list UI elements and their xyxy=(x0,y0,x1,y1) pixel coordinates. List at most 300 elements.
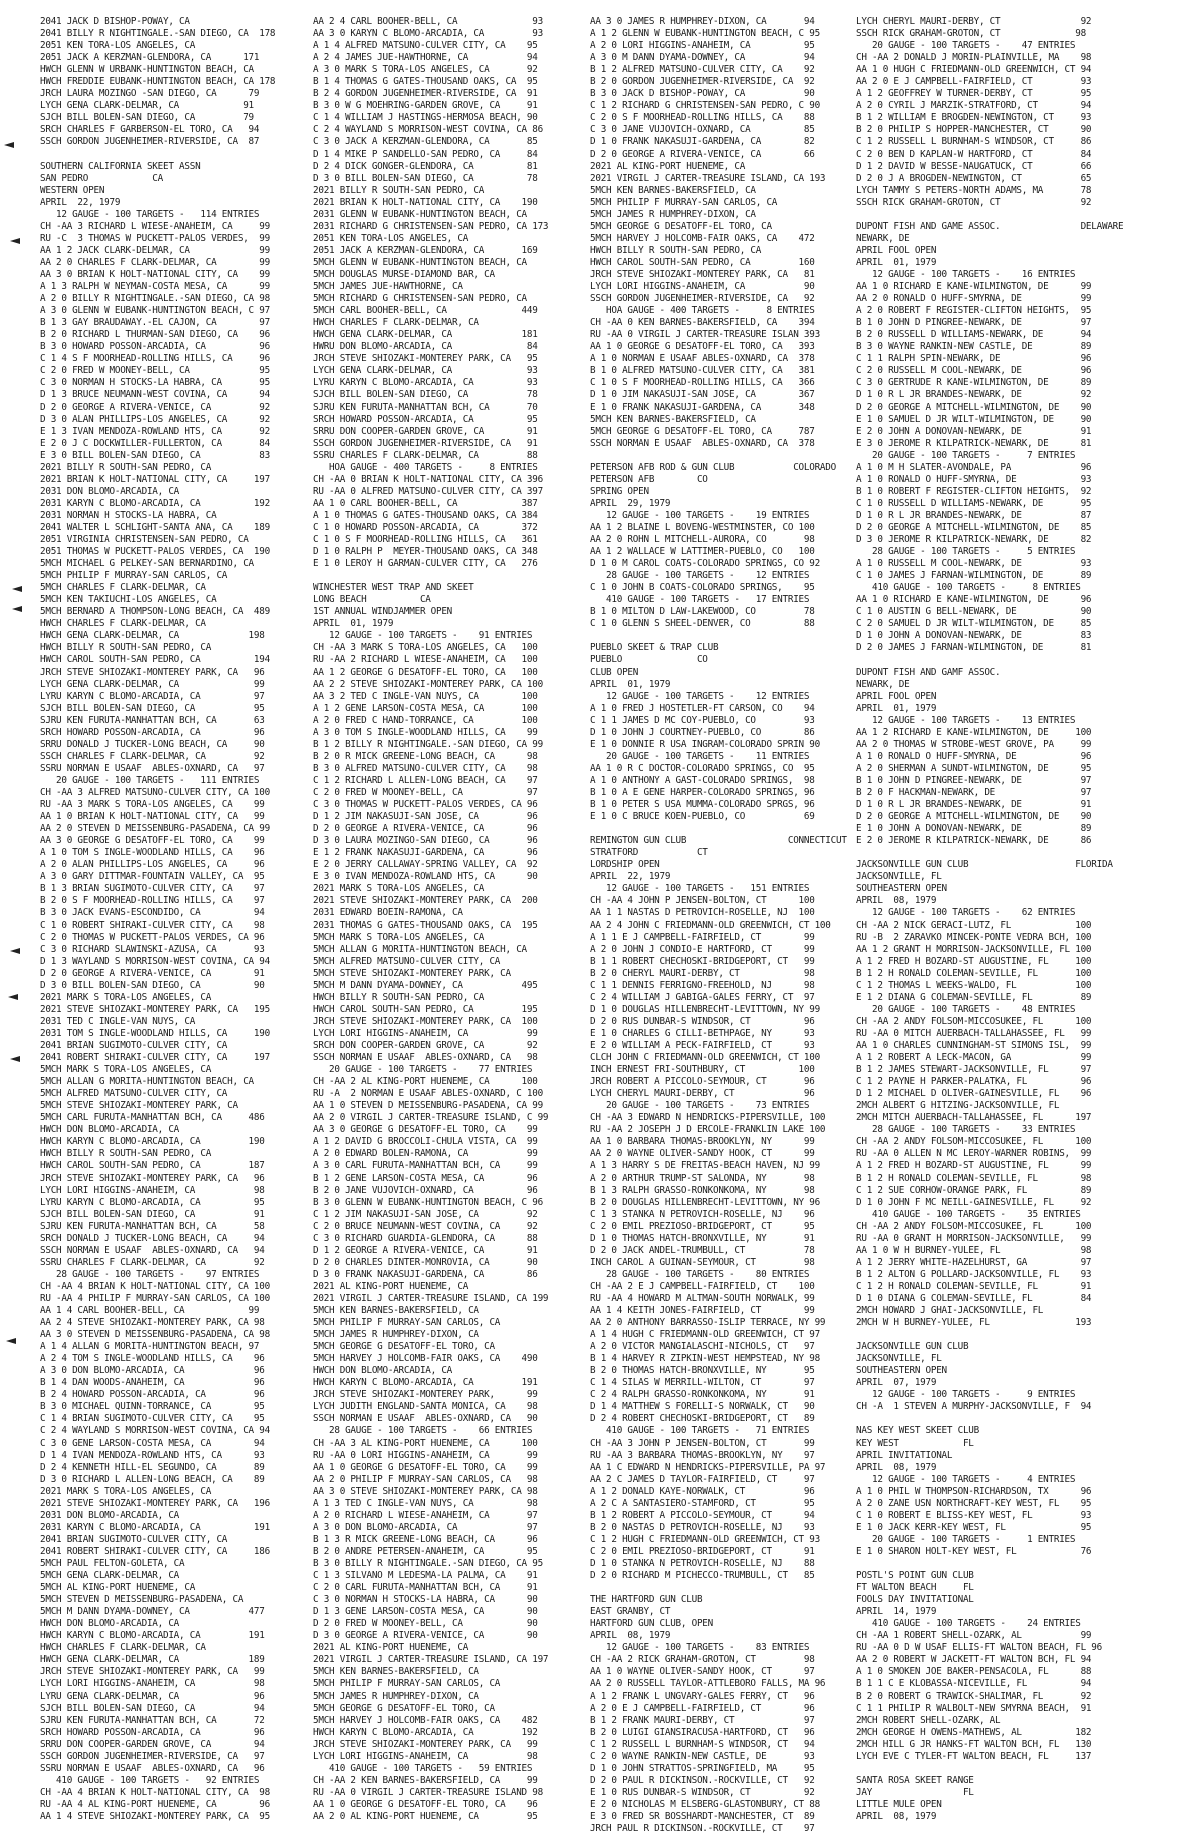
result-line: A 2 0 SHERMAN A SUNDT-WILMINGTON, DE 95 xyxy=(856,762,1092,774)
result-line: 410 GAUGE - 100 TARGETS - 59 ENTRIES xyxy=(313,1762,533,1774)
result-line: E 1 0 C BRUCE KOEN-PUEBLO, CO 69 xyxy=(590,811,815,823)
result-line: B 1 0 MILTON D LAW-LAKEWOOD, CO 78 xyxy=(590,606,815,618)
result-line: AA 1 0 CARL BOOHER-BELL, CA 387 xyxy=(313,497,538,509)
result-line: 12 GAUGE - 100 TARGETS - 19 ENTRIES xyxy=(590,509,810,521)
result-line: B 1 0 ROBERT F REGISTER-CLIFTON HEIGHTS, 92 xyxy=(856,485,1092,497)
result-line: 5MCH JAMES R HUMPHREY-DIXON, CA xyxy=(590,208,756,220)
result-line: A 2 0 BILLY R NIGHTINGALE.-SAN DIEGO, CA 98 xyxy=(40,293,270,305)
result-line: AA 2 0 ANTHONY BARRASSO-ISLIP TERRACE, NY 99 xyxy=(590,1317,826,1329)
result-line: 20 GAUGE - 100 TARGETS - 73 ENTRIES xyxy=(590,1100,810,1112)
result-line: 410 GAUGE - 100 TARGETS - 71 ENTRIES xyxy=(590,1425,810,1437)
result-line: D 1 0 RALPH P MEYER-THOUSAND OAKS, CA 348 xyxy=(313,546,538,558)
result-line: 20 GAUGE - 100 TARGETS - 1 ENTRIES xyxy=(856,1533,1076,1545)
result-line: LYCH GENA CLARK-DELMAR, CA 93 xyxy=(313,365,538,377)
result-line: 2041 BRIAN SUGIMOTO-CULVER CITY, CA xyxy=(40,1039,228,1051)
result-line: AA 3 0 STEVEN D MEISSENBURG-PASADENA, CA 98 xyxy=(40,1329,270,1341)
result-line xyxy=(590,823,852,835)
result-line: SJCH BILL BOLEN-SAN DIEGO, CA 79 xyxy=(40,112,254,124)
result-line: B 2 0 R MICK GREENE-LONG BEACH, CA 98 xyxy=(313,750,538,762)
result-line: AA 2 4 JOHN C FRIEDMANN-OLD GREENWICH, CT 100 xyxy=(590,919,831,931)
result-line: A 3 0 DON BLOMO-ARCADIA, CA 97 xyxy=(313,1521,538,1533)
result-line: 5MCH CARL FURUTA-MANHATTAN BCH, CA 486 xyxy=(40,1112,265,1124)
result-line: 2041 ROBERT SHIRAKI-CULVER CITY, CA 197 xyxy=(40,1052,270,1064)
result-line: AA 1 0 WAYNE OLIVER-SANDY HOOK, CT 97 xyxy=(590,1666,815,1678)
result-line: EAST GRANBY, CT xyxy=(590,1606,671,1618)
result-line: 2021 AL KING-PORT HUENEME, CA xyxy=(313,1642,469,1654)
result-line: B 2 4 GORDON JUGENHEIMER-RIVERSIDE, CA 91 xyxy=(313,88,538,100)
result-line: AA 1 2 GRANT H MORRISON-JACKSONVILLE, FL 100 xyxy=(856,943,1092,955)
result-line: CH -AA 4 JOHN P JENSEN-BOLTON, CT 100 xyxy=(590,895,815,907)
result-line: AA 3 2 TED C INGLE-VAN NUYS, CA 100 xyxy=(313,690,538,702)
result-line: HWCH BILLY R SOUTH-SAN PEDRO, CA xyxy=(40,1148,212,1160)
result-line: 5MCH PHILIP F MURRAY-SAN CARLOS, CA xyxy=(590,196,778,208)
result-line: AA 2 0 RONALD O HUFF-SMYRNA, DE 99 xyxy=(856,293,1092,305)
result-line: 2041 ROBERT SHIRAKI-CULVER CITY, CA 186 xyxy=(40,1545,270,1557)
result-line: D 2 0 GEORGE A RIVERA-VENICE, CA 96 xyxy=(313,823,538,835)
result-line: 5MCH GEORGE G DESATOFF-EL TORO, CA xyxy=(590,220,772,232)
result-line: AA 1 4 CARL BOOHER-BELL, CA 99 xyxy=(40,1305,260,1317)
result-line: AA 2 0 THOMAS W STROBE-WEST GROVE, PA 99 xyxy=(856,738,1092,750)
result-line: AA 1 0 GEORGE G DESATOFF-EL TORO, CA 96 xyxy=(313,1798,538,1810)
result-line: HWCH CAROL SOUTH-SAN PEDRO, CA 160 xyxy=(590,256,815,268)
result-line: KEY WEST FL xyxy=(856,1437,974,1449)
margin-pointer-icon xyxy=(12,606,22,612)
result-line: C 2 0 THOMAS W PUCKETT-PALOS VERDES, CA 96 xyxy=(40,931,265,943)
result-line: 2021 VIRGIL J CARTER-TREASURE ISLAND, CA 193 xyxy=(590,172,826,184)
result-line: AA 3 0 KARYN C BLOMO-ARCADIA, CA 93 xyxy=(313,28,543,40)
result-line: HWCH CHARLES F CLARK-DELMAR, CA xyxy=(40,1642,206,1654)
result-line: AA 1 0 HUGH C FRIEDMANN-OLD GREENWICH, CT 94 xyxy=(856,64,1092,76)
result-line: AA 3 0 GEORGE G DESATOFF-EL TORO, CA 99 xyxy=(40,835,265,847)
result-line: 2031 KARYN C BLOMO-ARCADIA, CA 192 xyxy=(40,497,270,509)
result-line: C 3 0 RICHARD SLAWINSKI-AZUSA, CA 93 xyxy=(40,943,265,955)
result-line: A 2 0 ZANE USN NORTHCRAFT-KEY WEST, FL 95 xyxy=(856,1497,1092,1509)
result-line: JRCH STEVE SHIOZAKI-MONTEREY PARK, CA 99 xyxy=(40,1666,265,1678)
result-line: 2MCH HILL G JR HANKS-FT WALTON BCH, FL 130 xyxy=(856,1738,1092,1750)
result-line: 5MCH CARL BOOHER-BELL, CA 449 xyxy=(313,305,538,317)
result-line: D 2 4 ROBERT CHECHOSKI-BRIDGEPORT, CT 89 xyxy=(590,1413,815,1425)
result-line: 12 GAUGE - 100 TARGETS - 83 ENTRIES xyxy=(590,1642,810,1654)
result-line: NAS KEY WEST SKEET CLUB xyxy=(856,1425,979,1437)
result-line: RU -AA 0 D W USAF ELLIS-FT WALTON BEACH, FL 96 xyxy=(856,1642,1102,1654)
result-line: C 3 0 NORMAN H STOCKS-LA HABRA, CA 95 xyxy=(40,377,270,389)
result-line: A 3 0 MARK S TORA-LOS ANGELES, CA 92 xyxy=(313,64,538,76)
result-line: CH -AA 3 MARK S TORA-LOS ANGELES, CA 100 xyxy=(313,642,538,654)
result-line: CH -AA 1 ROBERT SHELL-OZARK, AL 99 xyxy=(856,1630,1092,1642)
result-line: C 2 0 CARL FURUTA-MANHATTAN BCH, CA 91 xyxy=(313,1582,538,1594)
result-line: 5MCH STEVE SHIOZAKI-MONTEREY PARK, CA xyxy=(40,1100,238,1112)
result-line: POSTL'S POINT GUN CLUB xyxy=(856,1570,974,1582)
result-line: 20 GAUGE - 100 TARGETS - 7 ENTRIES xyxy=(856,449,1076,461)
result-line: APRIL 14, 1979 xyxy=(856,1606,937,1618)
result-line: HWCH GENA CLARK-DELMAR, CA 189 xyxy=(40,1654,265,1666)
result-line: D 2 4 DICK GONGER-GLENDORA, CA 81 xyxy=(313,160,538,172)
result-line: B 2 0 DOUGLAS HILLENBRECHT-LEVITTOWN, NY 96 xyxy=(590,1196,820,1208)
result-line: D 2 0 J A BROGDEN-NEWINGTON, CT 65 xyxy=(856,172,1092,184)
result-line: C 1 2 SUE CORHOW-ORANGE PARK, FL 89 xyxy=(856,1184,1092,1196)
result-line xyxy=(40,149,290,161)
result-line: SANTA ROSA SKEET RANGE xyxy=(856,1774,974,1786)
result-line: B 3 0 JACK EVANS-ESCONDIDO, CA 94 xyxy=(40,907,265,919)
result-line: AA 3 0 BRIAN K HOLT-NATIONAL CITY, CA 99 xyxy=(40,268,270,280)
result-line: D 2 0 GEORGE A MITCHELL-WILMINGTON, DE 85 xyxy=(856,521,1092,533)
result-line: 5MCH PAUL FELTON-GOLETA, CA xyxy=(40,1558,185,1569)
result-line: D 1 3 WAYLAND S MORRISON-WEST COVINA, CA 94 xyxy=(40,955,270,967)
result-line: 5MCH GEORGE G DESATOFF-EL TORO, CA xyxy=(313,1702,495,1714)
margin-pointer-icon xyxy=(12,586,22,592)
result-line xyxy=(313,570,585,582)
result-line: INCH ERNEST FRI-SOUTHBURY, CT 100 xyxy=(590,1064,815,1076)
result-line: 2021 BRIAN K HOLT-NATIONAL CITY, CA 190 xyxy=(313,196,538,208)
result-line: C 1 0 S F MOORHEAD-ROLLING HILLS, CA 361 xyxy=(313,534,538,546)
result-line: E 1 0 DONNIE R USA INGRAM-COLORADO SPRIN 90 xyxy=(590,738,820,750)
result-line: C 1 0 JAMES J FARNAN-WILMINGTON, DE 89 xyxy=(856,570,1092,582)
result-line: LYCH LORI HIGGINS-ANAHEIM, CA 98 xyxy=(40,1678,265,1690)
result-line: LYCH TAMMY S PETERS-NORTH ADAMS, MA 78 xyxy=(856,184,1092,196)
result-line: C 2 0 SAMUEL D JR WILT-WILMINGTON, DE 85 xyxy=(856,618,1092,630)
result-line: D 3 0 LAURA MOZINGO-SAN DIEGO, CA 96 xyxy=(313,835,538,847)
result-line: SRCH HOWARD POSSON-ARCADIA, CA 96 xyxy=(40,726,265,738)
result-line: NEWARK, DE xyxy=(856,232,910,244)
result-line: A 2 0 FRED C HAND-TORRANCE, CA 100 xyxy=(313,714,538,726)
result-line: D 1 0 JOHN STRATTOS-SPRINGFIELD, MA 95 xyxy=(590,1762,815,1774)
result-line: A 1 3 HARRY S DE FREITAS-BEACH HAVEN, NJ 99 xyxy=(590,1160,820,1172)
result-line: HOA GAUGE - 400 TARGETS - 8 ENTRIES xyxy=(313,461,538,473)
result-line: RU -AA 0 ALLEN N MC LEROY-WARNER ROBINS, 99 xyxy=(856,1148,1092,1160)
result-line: 12 GAUGE - 100 TARGETS - 62 ENTRIES xyxy=(856,907,1076,919)
result-line: APRIL 07, 1979 xyxy=(856,1377,937,1389)
margin-pointer-icon xyxy=(10,238,20,244)
result-line: E 1 0 JACK KERR-KEY WEST, FL 95 xyxy=(856,1521,1092,1533)
result-line: 2MCH ALBERT G HITZING-JACKSONVILLE, FL xyxy=(856,1100,1060,1112)
result-line: B 1 4 HARVEY R ZIPKIN-WEST HEMPSTEAD, NY 98 xyxy=(590,1353,820,1365)
result-line: 5MCH JAMES R HUMPHREY-DIXON, CA xyxy=(313,1329,479,1341)
result-line: CH -AA 4 BRIAN K HOLT-NATIONAL CITY, CA 100 xyxy=(40,1280,270,1292)
result-line: A 1 0 ANTHONY A GAST-COLORADO SPRINGS, 98 xyxy=(590,774,815,786)
result-line: FOOLS DAY INVITATIONAL xyxy=(856,1594,974,1606)
result-line: A 2 0 EDWARD BOLEN-RAMONA, CA 99 xyxy=(313,1148,538,1160)
result-line: APRIL 01, 1979 xyxy=(856,702,937,714)
result-line: AA 3 0 JAMES R HUMPHREY-DIXON, CA 94 xyxy=(590,16,815,27)
result-line: APRIL INVITATIONAL xyxy=(856,1449,953,1461)
result-line: 5MCH PHILIP F MURRAY-SAN CARLOS, CA xyxy=(313,1317,501,1329)
result-line: AA 1 0 RICHARD E KANE-WILMINGTON, DE 96 xyxy=(856,594,1092,606)
result-line xyxy=(856,654,1172,666)
result-line: HWCH GENA CLARK-DELMAR, CA 181 xyxy=(313,329,538,341)
result-line: D 2 0 JAMES J FARNAN-WILMINGTON, DE 81 xyxy=(856,642,1092,654)
result-line: HWCH FREDDIE EUBANK-HUNTINGTON BEACH, CA 178 xyxy=(40,76,276,88)
result-line: 28 GAUGE - 100 TARGETS - 66 ENTRIES xyxy=(313,1425,533,1437)
result-line: AA 1 2 RICHARD E KANE-WILMINGTON, DE 100 xyxy=(856,726,1092,738)
result-line: D 1 2 DAVID W BESSE-NAUGATUCK, CT 66 xyxy=(856,160,1092,172)
result-line: AA 2 C JAMES D TAYLOR-FAIRFIELD, CT 97 xyxy=(590,1473,815,1485)
result-line: A 1 2 FRANK L UNGVARY-GALES FERRY, CT 96 xyxy=(590,1690,815,1702)
result-line: SSCH NORMAN E USAAF ABLES-OXNARD, CA 98 xyxy=(313,1052,538,1064)
result-line: D 2 4 KENNETH HILL-EL SEGUNDO, CA 89 xyxy=(40,1461,265,1473)
result-line: RU -AA 2 JOSEPH J D ERCOLE-FRANKLIN LAKE 100 xyxy=(590,1124,826,1136)
result-line: 28 GAUGE - 100 TARGETS - 5 ENTRIES xyxy=(856,546,1076,558)
result-line: 2021 MARK S TORA-LOS ANGELES, CA xyxy=(40,1485,212,1497)
result-line: 5MCH BERNARD A THOMPSON-LONG BEACH, CA 489 xyxy=(40,606,270,618)
result-line: B 1 2 H RONALD COLEMAN-SEVILLE, FL 98 xyxy=(856,1172,1092,1184)
result-line: A 1 0 PHIL W THOMPSON-RICHARDSON, TX 96 xyxy=(856,1485,1092,1497)
result-line: SSRU NORMAN E USAAF ABLES-OXNARD, CA 97 xyxy=(40,762,265,774)
result-line: D 2 0 JACK ANDEL-TRUMBULL, CT 78 xyxy=(590,1244,815,1256)
result-line: AA 1 4 KEITH JONES-FAIRFIELD, CT 99 xyxy=(590,1305,815,1317)
results-column-1 xyxy=(40,16,290,1823)
result-line: E 1 2 FRANK NAKASUJI-GARDENA, CA 96 xyxy=(313,847,538,859)
result-line: C 1 2 RUSSELL L BURNHAM-S WINDSOR, CT 86 xyxy=(856,136,1092,148)
result-line: 5MCH MARK S TORA-LOS ANGELES, CA xyxy=(313,931,485,943)
result-line: D 1 4 MIKE P SANDELLO-SAN PEDRO, CA 84 xyxy=(313,148,538,160)
result-line: E 1 0 SAMUEL D JR WILT-WILMINGTON, DE 90 xyxy=(856,413,1092,425)
result-line: 2MCH GEORGE H OWENS-MATHEWS, AL 182 xyxy=(856,1726,1092,1738)
result-line: SAN PEDRO CA xyxy=(40,172,163,184)
result-line: 2051 THOMAS W PUCKETT-PALOS VERDES, CA 190 xyxy=(40,546,270,558)
result-line: D 1 0 JOHN J COURTNEY-PUEBLO, CO 86 xyxy=(590,726,815,738)
result-line: SRCH CHARLES F GARBERSON-EL TORO, CA 94 xyxy=(40,124,260,136)
result-line: PUEBLO CO xyxy=(590,654,708,666)
result-line: E 2 0 JOHN A DONOVAN-NEWARK, DE 91 xyxy=(856,425,1092,437)
result-line: SSCH GORDON JUGENHEIMER-RIVERSIDE, CA 91 xyxy=(313,437,538,449)
results-column-2 xyxy=(313,16,585,1823)
result-line: A 1 0 FRED J HOSTETLER-FT CARSON, CO 94 xyxy=(590,702,815,714)
result-line: SSCH RICK GRAHAM-GROTON, CT 92 xyxy=(856,196,1092,208)
result-line: LONG BEACH CA xyxy=(313,594,431,606)
result-line: A 2 0 JOHN J CONDIO-E HARTFORD, CT 99 xyxy=(590,943,815,955)
result-line: E 1 0 JOHN A DONOVAN-NEWARK, DE 89 xyxy=(856,823,1092,835)
result-line: 2031 EDWARD BOEIN-RAMONA, CA xyxy=(313,907,463,919)
result-line: 410 GAUGE - 100 TARGETS - 8 ENTRIES xyxy=(856,582,1081,594)
result-line: 2021 STEVE SHIOZAKI-MONTEREY PARK, CA 195 xyxy=(40,1003,270,1015)
result-line: JACKSONVILLE GUN CLUB xyxy=(856,1341,969,1353)
result-line: D 2 0 GEORGE A RIVERA-VENICE, CA 92 xyxy=(40,401,270,413)
result-line: 2031 TED C INGLE-VAN NUYS, CA xyxy=(40,1015,196,1027)
result-line: D 3 0 FRANK NAKASUJI-GARDENA, CA 86 xyxy=(313,1268,538,1280)
result-line: HWCH CAROL SOUTH-SAN PEDRO, CA 195 xyxy=(313,1003,538,1015)
result-line: C 3 0 NORMAN H STOCKS-LA HABRA, CA 90 xyxy=(313,1594,538,1606)
result-line: CLCH JOHN C FRIEDMANN-OLD GREENWICH, CT 100 xyxy=(590,1052,820,1064)
result-line: WINCHESTER WEST TRAP AND SKEET xyxy=(313,582,474,594)
result-line: AA 1 0 RICHARD E KANE-WILMINGTON, DE 99 xyxy=(856,281,1092,293)
result-line: A 1 2 GLENN W EUBANK-HUNTINGTON BEACH, C 95 xyxy=(590,28,820,40)
result-line: AA 2 0 ROHN L MITCHELL-AURORA, CO 98 xyxy=(590,534,815,546)
result-line: 5MCH HARVEY J HOLCOMB-FAIR OAKS, CA 472 xyxy=(590,232,815,244)
result-line: AA 2 4 CARL BOOHER-BELL, CA 93 xyxy=(313,16,543,27)
result-line: HWCH CHARLES F CLARK-DELMAR, CA xyxy=(40,618,206,630)
result-line: A 1 2 FRED H BOZARD-ST AUGUSTINE, FL 99 xyxy=(856,1160,1092,1172)
result-line: JRCH STEVE SHIOZAKI-MONTEREY PARK, CA 100 xyxy=(313,1015,538,1027)
result-line: 12 GAUGE - 100 TARGETS - 91 ENTRIES xyxy=(313,630,533,642)
result-line: A 3 0 TOM S INGLE-WOODLAND HILLS, CA 99 xyxy=(313,726,538,738)
result-line: C 1 3 SILVANO M LEDESMA-LA PALMA, CA 91 xyxy=(313,1570,538,1582)
result-line: A 1 0 THOMAS G GATES-THOUSAND OAKS, CA 384 xyxy=(313,509,538,521)
result-line: LYRU GENA CLARK-DELMAR, CA 96 xyxy=(40,1690,265,1702)
result-line: INCH CAROL A GUINAN-SEYMOUR, CT 98 xyxy=(590,1256,815,1268)
result-line: FT WALTON BEACH FL xyxy=(856,1582,974,1594)
result-line: 2041 JACK D BISHOP-POWAY, CA xyxy=(40,16,190,27)
result-line: D 1 0 JIM NAKASUJI-SAN JOSE, CA 367 xyxy=(590,389,815,401)
result-line: A 2 0 LORI HIGGINS-ANAHEIM, CA 95 xyxy=(590,40,815,52)
result-line: A 1 0 M H SLATER-AVONDALE, PA 96 xyxy=(856,461,1092,473)
result-line: B 1 0 JOHN D PINGREE-NEWARK, DE 97 xyxy=(856,317,1092,329)
result-line: HARTFORD GUN CLUB, OPEN xyxy=(590,1618,713,1630)
result-line: RU -AA 0 ALFRED MATSUNO-CULVER CITY, CA 397 xyxy=(313,485,543,497)
result-line xyxy=(856,1329,1172,1341)
result-line: CH -AA 2 AL KING-PORT HUENEME, CA 100 xyxy=(313,1076,538,1088)
result-line: 5MCH GEORGE G DESATOFF-EL TORO, CA 787 xyxy=(590,425,815,437)
result-line: 5MCH CHARLES F CLARK-DELMAR, CA xyxy=(40,582,206,594)
result-line: RU -AA 0 GRANT H MORRISON-JACKSONVILLE, 99 xyxy=(856,1232,1092,1244)
result-line: SRRU DONALD J TUCKER-LONG BEACH, CA 90 xyxy=(40,738,265,750)
result-line: SRRU DON COOPER-GARDEN GROVE, CA 94 xyxy=(40,1738,265,1750)
result-line: RU -AA 0 LORI HIGGINS-ANAHEIM, CA 99 xyxy=(313,1449,538,1461)
result-line: C 3 0 JACK A KERZMAN-GLENDORA, CA 85 xyxy=(313,136,538,148)
result-line: D 3 0 ALAN PHILLIPS-LOS ANGELES, CA 92 xyxy=(40,413,270,425)
result-line: 2MCH HOWARD J GHAI-JACKSONVILLE, FL xyxy=(856,1305,1044,1317)
result-line: SSCH NORMAN E USAAF ABLES-OXNARD, CA 378 xyxy=(590,437,815,449)
result-line: HWCH BILLY R SOUTH-SAN PEDRO, CA xyxy=(40,642,212,654)
result-line: AA 2 0 CHARLES F CLARK-DELMAR, CA 99 xyxy=(40,256,270,268)
result-line: SRRU DON COOPER-GARDEN GROVE, CA 91 xyxy=(313,425,538,437)
result-line: A 2 0 RICHARD L WIESE-ANAHEIM, CA 97 xyxy=(313,1509,538,1521)
result-line: B 2 0 ROBERT G TRAWICK-SHALIMAR, FL 92 xyxy=(856,1690,1092,1702)
result-line: 5MCH KEN BARNES-BAKERSFIELD, CA xyxy=(590,413,756,425)
result-line: AA 2 0 RUSSELL TAYLOR-ATTLEBORO FALLS, MA 96 xyxy=(590,1678,826,1690)
result-line: D 1 0 R L JR BRANDES-NEWARK, DE 87 xyxy=(856,509,1092,521)
result-line: C 2 0 FRED W MOONEY-BELL, CA 95 xyxy=(40,365,270,377)
result-line: 5MCH PHILIP F MURRAY-SAN CARLOS, CA xyxy=(40,570,228,582)
result-line: B 1 4 DAN WOODS-ANAHEIM, CA 96 xyxy=(40,1377,265,1389)
result-line: LYCH CHERYL MAURI-DERBY, CT 96 xyxy=(590,1088,815,1100)
result-line: RU -AA 0 VIRGIL J CARTER-TREASURE ISLAND 98 xyxy=(313,1786,543,1798)
result-line: C 2 0 EMIL PREZIOSO-BRIDGEPORT, CT 95 xyxy=(590,1220,815,1232)
result-line: 20 GAUGE - 100 TARGETS - 48 ENTRIES xyxy=(856,1003,1076,1015)
result-line: APRIL FOOL OPEN xyxy=(856,244,937,256)
result-line: A 1 0 RUSSELL M COOL-NEWARK, DE 93 xyxy=(856,558,1092,570)
result-line: B 3 0 HOWARD POSSON-ARCADIA, CA 96 xyxy=(40,341,270,353)
result-line: E 2 0 JEROME R KILPATRICK-NEWARK, DE 86 xyxy=(856,835,1092,847)
result-line: C 1 2 RUSSELL L BURNHAM-S WINDSOR, CT 94 xyxy=(590,1738,815,1750)
result-line: B 3 0 BILLY R NIGHTINGALE.-SAN DIEGO, CA 95 xyxy=(313,1558,543,1569)
result-line: B 1 2 WILLIAM E BROGDEN-NEWINGTON, CT 93 xyxy=(856,112,1092,124)
result-line: AA 1 0 W H BURNEY-YULEE, FL 98 xyxy=(856,1244,1092,1256)
result-line: C 2 0 EMIL PREZIOSO-BRIDGEPORT, CT 91 xyxy=(590,1545,815,1557)
result-line: JRCH STEVE SHIOZAKI-MONTEREY PARK, CA 81 xyxy=(590,268,815,280)
result-line: JRCH PAUL R DICKINSON.-ROCKVILLE, CT 97 xyxy=(590,1823,815,1835)
result-line: SOUTHEASTERN OPEN xyxy=(856,883,947,895)
result-line: A 1 1 E J CAMPBELL-FAIRFIELD, CT 99 xyxy=(590,931,815,943)
result-line: C 2 0 S F MOORHEAD-ROLLING HILLS, CA 88 xyxy=(590,112,815,124)
result-line: 5MCH ALFRED MATSUNO-CULVER CITY, CA xyxy=(313,955,501,967)
margin-pointer-icon xyxy=(10,948,20,954)
result-line: 2021 VIRGIL J CARTER-TREASURE ISLAND, CA 197 xyxy=(313,1654,549,1666)
result-line: 20 GAUGE - 100 TARGETS - 111 ENTRIES xyxy=(40,774,260,786)
result-line: HWCH CAROL SOUTH-SAN PEDRO, CA 187 xyxy=(40,1160,265,1172)
result-line: 12 GAUGE - 100 TARGETS - 16 ENTRIES xyxy=(856,268,1076,280)
result-line xyxy=(856,847,1172,859)
result-line: C 2 0 FRED W MOONEY-BELL, CA 97 xyxy=(313,787,538,798)
result-line: A 1 2 GEOFFREY W TURNER-DERBY, CT 95 xyxy=(856,88,1092,100)
result-line: B 3 0 WAYNE RANKIN-NEW CASTLE, DE 89 xyxy=(856,341,1092,353)
result-line: HOA GAUGE - 400 TARGETS - 8 ENTRIES xyxy=(590,305,815,317)
result-line: AA 1 0 GEORGE G DESATOFF-EL TORO, CA 99 xyxy=(313,1461,538,1473)
result-line: 2041 WALTER L SCHLIGHT-SANTA ANA, CA 189 xyxy=(40,521,270,533)
result-line: A 2 0 VICTOR MANGIALASCHI-NICHOLS, CT 97 xyxy=(590,1341,815,1353)
result-line: LYCH CHERYL MAURI-DERBY, CT 92 xyxy=(856,16,1092,27)
result-line: CH -AA 2 ANDY FOLSOM-MICCOSUKEE, FL 100 xyxy=(856,1220,1092,1232)
result-line: C 1 2 JIM NAKASUJI-SAN JOSE, CA 92 xyxy=(313,1208,538,1220)
result-line: CH -AA 3 AL KING-PORT HUENEME, CA 100 xyxy=(313,1437,538,1449)
result-line: A 1 4 ALLAN G MORITA-HUNTINGTON BEACH, 97 xyxy=(40,1341,260,1353)
result-line: 410 GAUGE - 100 TARGETS - 24 ENTRIES xyxy=(856,1618,1081,1630)
result-line: D 1 0 DIANA G COLEMAN-SEVILLE, FL 84 xyxy=(856,1292,1092,1304)
result-line: SJRU KEN FURUTA-MANHATTAN BCH, CA 70 xyxy=(313,401,538,413)
result-line: C 3 0 JANE VUJOVICH-OXNARD, CA 85 xyxy=(590,124,815,136)
result-line xyxy=(856,1763,1172,1775)
result-line: D 1 3 GENE LARSON-COSTA MESA, CA 90 xyxy=(313,1606,538,1618)
result-line: A 1 0 NORMAN E USAAF ABLES-OXNARD, CA 378 xyxy=(590,353,815,365)
margin-pointer-icon xyxy=(8,994,18,1000)
result-line: LYCH EVE C TYLER-FT WALTON BEACH, FL 137 xyxy=(856,1750,1092,1762)
result-line: APRIL 08, 1979 xyxy=(590,1630,671,1642)
result-line: APRIL 22, 1979 xyxy=(40,196,121,208)
result-line: LYRU KARYN C BLOMO-ARCADIA, CA 93 xyxy=(313,377,538,389)
result-line: HWCH GENA CLARK-DELMAR, CA 198 xyxy=(40,630,265,642)
result-line: HWCH KARYN C BLOMO-ARCADIA, CA 190 xyxy=(40,1136,265,1148)
result-line: JRCH STEVE SHIOZAKI-MONTEREY PARK, CA 95 xyxy=(313,353,538,365)
result-line: 2021 STEVE SHIOZAKI-MONTEREY PARK, CA 196 xyxy=(40,1497,270,1509)
result-line: 2021 MARK S TORA-LOS ANGELES, CA xyxy=(313,883,485,895)
result-line: RU -C 3 THOMAS W PUCKETT-PALOS VERDES, 99 xyxy=(40,232,270,244)
result-line: SJCH BILL BOLEN-SAN DIEGO, CA 78 xyxy=(313,389,538,401)
result-line: 5MCH JAMES JUE-HAWTHORNE, CA xyxy=(313,281,463,293)
result-line: B 1 3 BRIAN SUGIMOTO-CULVER CITY, CA 97 xyxy=(40,883,265,895)
result-line: E 1 0 FRANK NAKASUJI-GARDENA, CA 348 xyxy=(590,401,815,413)
result-line: B 1 1 C E KLOBASSA-NICEVILLE, FL 94 xyxy=(856,1678,1092,1690)
result-line: D 1 0 JOHN A DONOVAN-NEWARK, DE 83 xyxy=(856,630,1092,642)
result-line: JACKSONVILLE, FL xyxy=(856,1353,942,1365)
result-line: C 1 0 JOHN B COATS-COLORADO SPRINGS, 95 xyxy=(590,582,815,594)
result-line: JRCH STEVE SHIOZAKI-MONTEREY PARK, CA 96 xyxy=(40,1172,265,1184)
result-line: HWCH KARYN C BLOMO-ARCADIA, CA 191 xyxy=(313,1377,538,1389)
result-line: B 1 2 JAMES STEWART-JACKSONVILLE, FL 97 xyxy=(856,1064,1092,1076)
result-line: D 2 0 GEORGE A RIVERA-VENICE, CA 91 xyxy=(40,967,265,979)
result-line: C 2 4 RALPH GRASSO-RONKONKOMA, NY 91 xyxy=(590,1389,815,1401)
result-line: A 1 0 RONALD O HUFF-SMYRNA, DE 93 xyxy=(856,473,1092,485)
result-line: B 1 2 ALTON G POLLARD-JACKSONVILLE, FL 93 xyxy=(856,1268,1092,1280)
result-line: RU -AA 3 MARK S TORA-LOS ANGELES, CA 99 xyxy=(40,799,265,811)
result-line: E 1 0 LEROY H GARMAN-CULVER CITY, CA 276 xyxy=(313,558,538,570)
result-line: 2031 KARYN C BLOMO-ARCADIA, CA 191 xyxy=(40,1521,270,1533)
result-line: 5MCH RICHARD G CHRISTENSEN-SAN PEDRO, CA xyxy=(313,293,527,305)
result-line: 2021 AL KING-PORT HUENEME, CA xyxy=(313,1280,469,1292)
result-line: CH -AA 3 ALFRED MATSUNO-CULVER CITY, CA 100 xyxy=(40,787,270,798)
result-line: A 1 4 HUGH C FRIEDMANN-OLD GREENWICH, CT 97 xyxy=(590,1329,820,1341)
result-line: AA 2 0 ROBERT W JACKETT-FT WALTON BCH, FL 94 xyxy=(856,1654,1092,1666)
result-line: SJCH BILL BOLEN-SAN DIEGO, CA 94 xyxy=(40,1702,265,1714)
result-line: AA 1 2 WALLACE W LATTIMER-PUEBLO, CO 100 xyxy=(590,546,815,558)
result-line: C 2 0 BRUCE NEUMANN-WEST COVINA, CA 92 xyxy=(313,1220,538,1232)
result-line: SPRING OPEN xyxy=(590,485,649,497)
result-line: LYRU KARYN C BLOMO-ARCADIA, CA 95 xyxy=(40,1196,265,1208)
result-line: B 1 2 ALFRED MATSUNO-CULVER CITY, CA 92 xyxy=(590,64,815,76)
result-line: LYCH JUDITH ENGLAND-SANTA MONICA, CA 98 xyxy=(313,1401,538,1413)
result-line: PETERSON AFB ROD & GUN CLUB COLORADO xyxy=(590,461,836,473)
result-line: C 1 0 GLENN S SHEEL-DENVER, CO 88 xyxy=(590,618,815,630)
result-line: AA 1 C EDWARD N HENDRICKS-PIPERSVILLE, PA 97 xyxy=(590,1461,826,1473)
result-line: C 1 1 PHILIP R WALBOLT-NEW SMYRNA BEACH, 91 xyxy=(856,1702,1092,1714)
